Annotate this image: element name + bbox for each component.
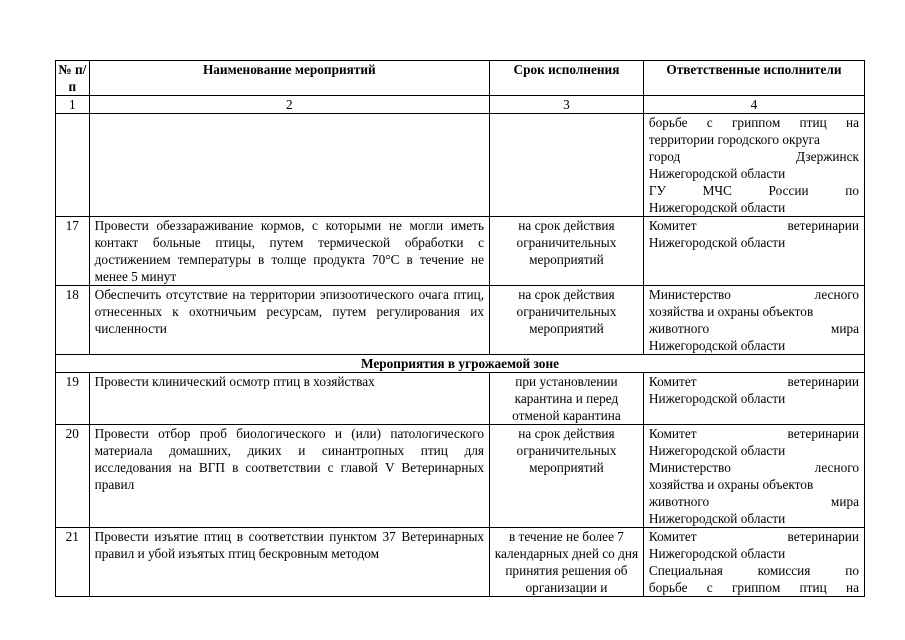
executors-cell [643, 217, 864, 286]
executor-line: Комитет ветеринарии [648, 529, 859, 544]
executor-line: Нижегородской области [648, 391, 786, 406]
row-number-cell: 20 [56, 425, 90, 528]
executor-line: Нижегородской области [648, 511, 786, 526]
table-row [56, 114, 865, 217]
action-cell: Провести обеззараживание кормов, с которыми не могли иметь контакт больные птицы, путем термической обработки с достижением температуры в толще продукта 70°С в течение не менее 5 минут [89, 217, 489, 286]
row-number-cell: 18 [56, 286, 90, 355]
term-cell: на срок действия ограничительных мероприятий [490, 425, 644, 528]
executor-line: Нижегородской области [648, 443, 786, 458]
table-row [56, 528, 865, 597]
table-row [56, 373, 865, 425]
executor-line: Комитет ветеринарии [648, 218, 859, 233]
executor-line: территории городского округа [648, 132, 820, 147]
column-number: 3 [490, 96, 644, 114]
executor-line: Министерство лесного [648, 460, 859, 475]
executor-line: Нижегородской области [648, 166, 786, 181]
executor-line: город Дзержинск [648, 149, 859, 164]
executor-line: Нижегородской области [648, 200, 786, 215]
document-page [55, 60, 865, 597]
table-row [56, 425, 865, 528]
table-header-row [56, 61, 865, 96]
row-number-cell: 21 [56, 528, 90, 597]
row-number-cell [56, 114, 90, 217]
term-cell [490, 114, 644, 217]
row-number-cell: 17 [56, 217, 90, 286]
action-cell [89, 114, 489, 217]
column-number: 2 [89, 96, 489, 114]
column-number: 4 [643, 96, 864, 114]
section-heading: Мероприятия в угрожаемой зоне [56, 355, 865, 373]
action-cell: Обеспечить отсутствие на территории эпизоотического очага птиц, отнесенных к охотничьим ресурсам, путем регулирования их численности [89, 286, 489, 355]
executor-line: Министерство лесного [648, 287, 859, 302]
section-heading-row [56, 355, 865, 373]
column-number: 1 [56, 96, 90, 114]
header-term: Срок исполнения [490, 61, 644, 96]
executors-cell [643, 114, 864, 217]
term-cell: при установлении карантина и перед отменой карантина [490, 373, 644, 425]
action-cell: Провести отбор проб биологического и (или) патологического материала домашних, диких и синантропных птиц для исследования на ВГП в соответствии с главой V Ветеринарных правил [89, 425, 489, 528]
executor-line: Нижегородской области [648, 546, 786, 561]
table-row [56, 217, 865, 286]
term-cell: на срок действия ограничительных мероприятий [490, 286, 644, 355]
action-cell: Провести изъятие птиц в соответствии пунктом 37 Ветеринарных правил и убой изъятых птиц бескровным методом [89, 528, 489, 597]
table-row [56, 286, 865, 355]
executor-line: животного мира [648, 321, 859, 336]
column-number-row [56, 96, 865, 114]
action-cell: Провести клинический осмотр птиц в хозяйствах [89, 373, 489, 425]
row-number-cell: 19 [56, 373, 90, 425]
header-executors: Ответственные исполнители [643, 61, 864, 96]
executor-line: борьбе с гриппом птиц на [648, 580, 859, 595]
executor-line: ГУ МЧС России по [648, 183, 859, 198]
term-cell: на срок действия ограничительных мероприятий [490, 217, 644, 286]
measures-table [55, 60, 865, 597]
executors-cell [643, 286, 864, 355]
executors-cell [643, 528, 864, 597]
header-action: Наименование мероприятий [89, 61, 489, 96]
executor-line: Нижегородской области [648, 235, 786, 250]
executors-cell [643, 373, 864, 425]
executor-line: животного мира [648, 494, 859, 509]
executors-cell [643, 425, 864, 528]
executor-line: хозяйства и охраны объектов [648, 304, 814, 319]
executor-line: хозяйства и охраны объектов [648, 477, 814, 492]
executor-line: Комитет ветеринарии [648, 374, 859, 389]
executor-line: Специальная комиссия по [648, 563, 859, 578]
header-number: № п/п [56, 61, 90, 96]
term-cell: в течение не более 7 календарных дней со дня принятия решения об организации и [490, 528, 644, 597]
executor-line: Нижегородской области [648, 338, 786, 353]
executor-line: борьбе с гриппом птиц на [648, 115, 859, 130]
executor-line: Комитет ветеринарии [648, 426, 859, 441]
